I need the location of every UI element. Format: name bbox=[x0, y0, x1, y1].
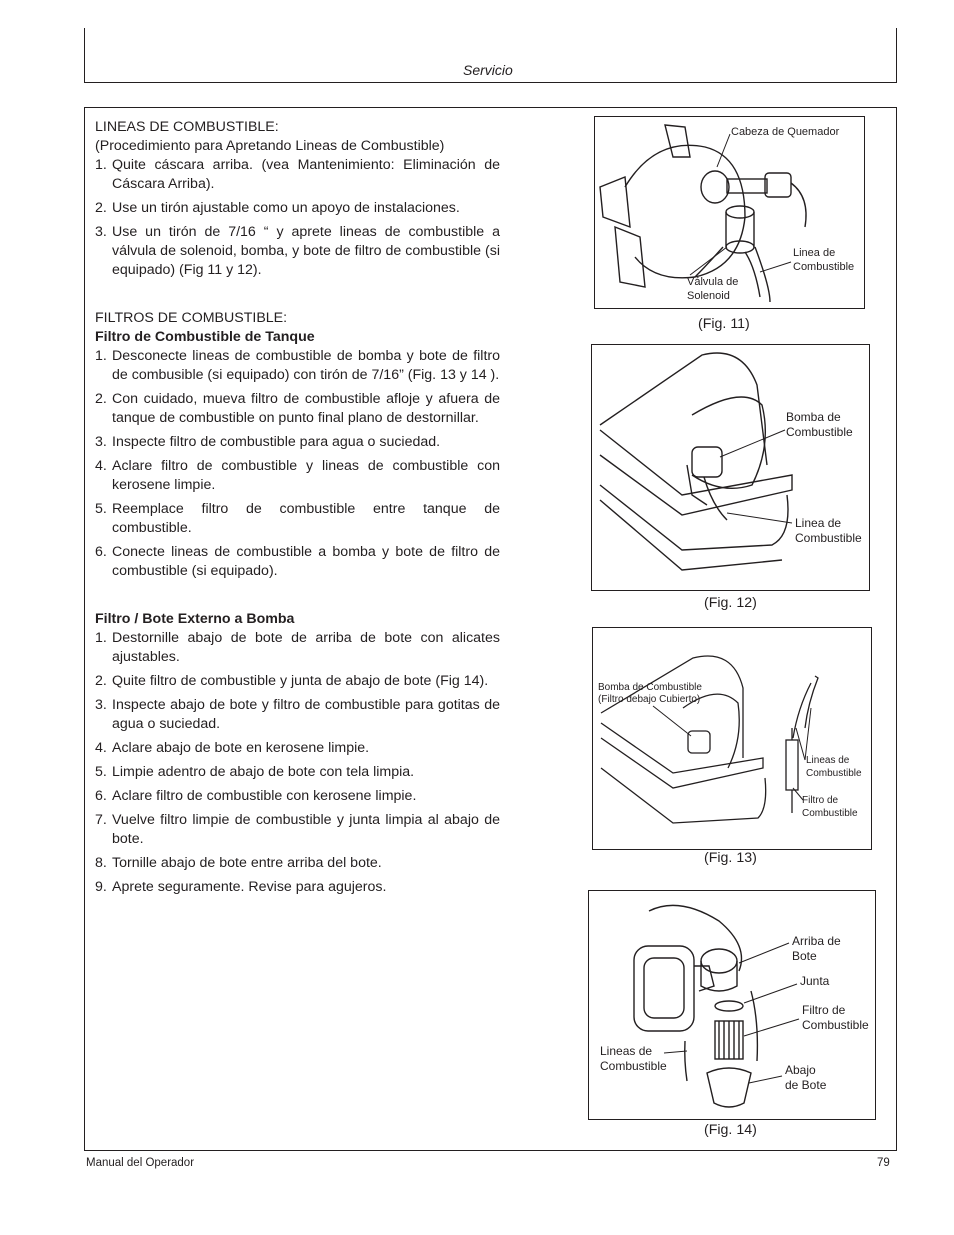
list-item: 3. Inspecte abajo de bote y filtro de combustible para gotitas de agua o suciedad. bbox=[95, 697, 500, 732]
label-bomba-2: Combustible bbox=[786, 425, 853, 439]
label-junta: Junta bbox=[800, 974, 830, 988]
instructions-column bbox=[95, 118, 500, 902]
figure-13 bbox=[592, 627, 872, 850]
list-item: 5. Reemplace filtro de combustible entre tanque de combustible. bbox=[95, 501, 500, 536]
label-arriba-2: Bote bbox=[792, 949, 817, 963]
label-abajo-2: de Bote bbox=[785, 1078, 827, 1092]
label-valvula-1: Válvula de bbox=[687, 276, 739, 288]
caption-fig12: (Fig. 12) bbox=[704, 595, 757, 611]
lineas-steps bbox=[95, 156, 500, 280]
fuel-pump-illustration bbox=[592, 345, 869, 590]
label-lineas-2: Combustible bbox=[600, 1059, 667, 1073]
list-item: 6. Conecte lineas de combustible a bomba y bote de filtro de combustible (si equipado). bbox=[95, 544, 500, 579]
list-item: 1. Destornille abajo de bote de arriba de bote con alicates ajustables. bbox=[95, 630, 500, 665]
footer-manual: Manual del Operador bbox=[86, 1157, 195, 1169]
label-cabeza: Cabeza de Quemador bbox=[731, 126, 840, 138]
list-item: 1. Desconecte lineas de combustible de bomba y bote de filtro de combusible (si equipado) con tirón de 7/16” (Fig. 13 y 14 ). bbox=[95, 348, 500, 383]
figure-12 bbox=[591, 344, 870, 591]
caption-fig11: (Fig. 11) bbox=[698, 316, 750, 332]
list-item: 2. Con cuidado, mueva filtro de combustible afloje y afuera de tanque de combustible on punto final plano de destornillar. bbox=[95, 391, 500, 426]
label-bomba-1: Bomba de Combustible bbox=[598, 682, 702, 693]
figure-11 bbox=[594, 116, 865, 309]
list-item: 7. Vuelve filtro limpie de combustible y junta limpia al abajo de bote. bbox=[95, 812, 500, 847]
label-linea-2: Combustible bbox=[793, 261, 855, 273]
label-arriba-1: Arriba de bbox=[792, 934, 841, 948]
header-rule-left bbox=[84, 28, 85, 82]
tanque-heading: Filtro de Combustible de Tanque bbox=[95, 329, 315, 345]
header-rule-right bbox=[896, 28, 897, 82]
fuel-pump-filter-illustration bbox=[593, 628, 871, 849]
list-item: 4. Aclare filtro de combustible y lineas de combustible con kerosene limpie. bbox=[95, 458, 500, 493]
label-filtro-2: Combustible bbox=[802, 1018, 869, 1032]
page-number: 79 bbox=[877, 1157, 890, 1169]
lineas-title: LINEAS DE COMBUSTIBLE: bbox=[95, 119, 279, 135]
externo-steps bbox=[95, 629, 500, 897]
tanque-steps bbox=[95, 347, 500, 581]
list-item: 2. Quite filtro de combustible y junta de abajo de bote (Fig 14). bbox=[95, 673, 489, 689]
label-lineas-1: Lineas de bbox=[806, 755, 850, 766]
list-item: 3. Inspecte filtro de combustible para agua o suciedad. bbox=[95, 434, 441, 450]
figure-14 bbox=[588, 890, 876, 1120]
label-filtro-2: Combustible bbox=[802, 808, 858, 819]
externo-heading: Filtro / Bote Externo a Bomba bbox=[95, 611, 295, 627]
label-filtro-1: Filtro de bbox=[802, 795, 839, 806]
filtros-title: FILTROS DE COMBUSTIBLE: bbox=[95, 310, 288, 326]
list-item: 4. Aclare abajo de bote en kerosene limpie. bbox=[95, 740, 370, 756]
burner-head-illustration bbox=[595, 117, 864, 308]
label-bomba-1: Bomba de bbox=[786, 410, 841, 424]
filter-bowl-exploded-illustration bbox=[589, 891, 875, 1119]
label-linea-1: Linea de bbox=[795, 516, 842, 530]
label-filtro-1: Filtro de bbox=[802, 1003, 846, 1017]
caption-fig13: (Fig. 13) bbox=[704, 850, 757, 866]
header-rule-bottom bbox=[84, 82, 897, 83]
label-lineas-1: Lineas de bbox=[600, 1044, 653, 1058]
caption-fig14: (Fig. 14) bbox=[704, 1122, 757, 1138]
label-linea-2: Combustible bbox=[795, 531, 862, 545]
label-valvula-2: Solenoid bbox=[687, 290, 730, 302]
list-item: 2. Use un tirón ajustable como un apoyo de instalaciones. bbox=[95, 200, 460, 216]
list-item: 1. Quite cáscara arriba. (vea Mantenimiento: Eliminación de Cáscara Arriba). bbox=[95, 157, 500, 192]
lineas-subtitle: (Procedimiento para Apretando Lineas de Combustible) bbox=[95, 138, 445, 154]
label-linea-1: Linea de bbox=[793, 247, 836, 259]
list-item: 6. Aclare filtro de combustible con kerosene limpie. bbox=[95, 788, 417, 804]
label-lineas-2: Combustible bbox=[806, 768, 862, 779]
list-item: 9. Aprete seguramente. Revise para agujeros. bbox=[95, 879, 387, 895]
label-bomba-2: (Filtro debajo Cubierto) bbox=[598, 694, 701, 705]
list-item: 8. Tornille abajo de bote entre arriba del bote. bbox=[95, 855, 382, 871]
label-abajo-1: Abajo bbox=[785, 1063, 816, 1077]
section-title: Servicio bbox=[463, 62, 513, 78]
list-item: 3. Use un tirón de 7/16 “ y aprete lineas de combustible a válvula de solenoid, bomba, y bote de filtro de combustible (si equipado) (Fig 11 y 12). bbox=[95, 224, 500, 278]
list-item: 5. Limpie adentro de abajo de bote con tela limpia. bbox=[95, 764, 415, 780]
